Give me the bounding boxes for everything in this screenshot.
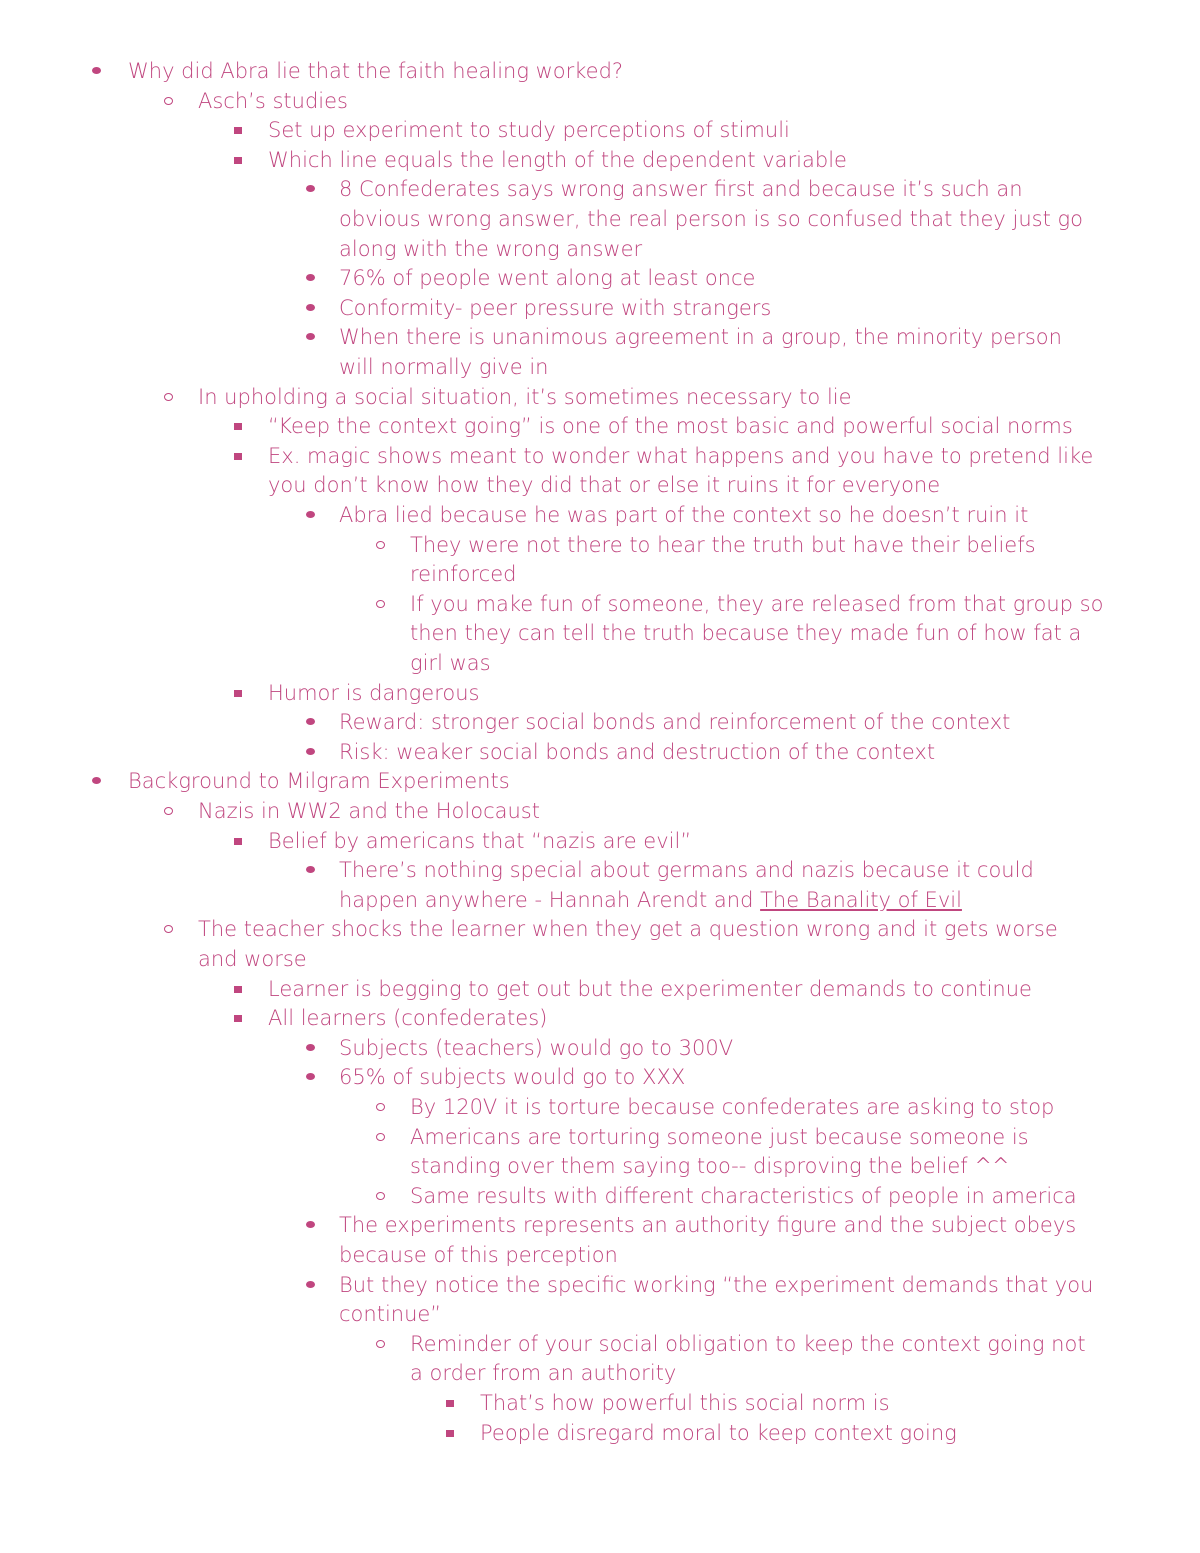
outline-text: In upholding a social situation, it’s sometimes necessary to lie: [198, 384, 852, 409]
outline-text-line: [268, 1003, 547, 1033]
outline-text: But they notice the specific working “the experiment demands that you: [339, 1272, 1094, 1297]
outline-text-line: [339, 737, 935, 767]
outline-text-line: [339, 174, 1023, 204]
outline-text-line: [339, 500, 1028, 530]
square-bullet-icon: [228, 115, 248, 145]
outline-text: Humor is dangerous: [268, 680, 480, 705]
outline-text-line: [198, 914, 1058, 944]
outline-text: “Keep the context going” is one of the most basic and powerful social norms: [268, 414, 1073, 439]
square-bullet-icon: [228, 1003, 248, 1033]
outline-text: happen anywhere - Hannah Arendt and: [339, 887, 761, 912]
square-bullet-icon: [228, 826, 248, 856]
disc-bullet-icon: [300, 1033, 320, 1063]
outline-text-line: [339, 263, 755, 293]
outline-text: standing over them saying too-- disproving the belief ^^: [410, 1154, 1010, 1179]
outline-text: The experiments represents an authority figure and the subject obeys: [339, 1213, 1077, 1238]
disc-bullet-icon: [300, 322, 320, 352]
outline-text: They were not there to hear the truth but have their beliefs: [410, 532, 1036, 557]
circle-bullet-icon: [370, 1122, 390, 1152]
outline-text-line: [410, 1181, 1077, 1211]
outline-text-line: [198, 382, 852, 412]
outline-text: By 120V it is torture because confederates are asking to stop: [410, 1095, 1055, 1119]
disc-bullet-icon: [86, 56, 106, 86]
outline-text: reinforced: [410, 562, 517, 587]
outline-text-line: [480, 1418, 957, 1448]
outline-text-line: [268, 678, 479, 708]
circle-bullet-icon: [158, 796, 178, 826]
outline-text-line: [339, 234, 642, 264]
disc-bullet-icon: [300, 737, 320, 767]
disc-bullet-icon: [86, 766, 106, 796]
square-bullet-icon: [228, 441, 248, 471]
disc-bullet-icon: [300, 855, 320, 885]
outline-text-line: [198, 86, 348, 116]
circle-bullet-icon: [158, 382, 178, 412]
outline-text: will normally give in: [339, 355, 549, 379]
outline-text: Same results with different characteristics of people in america: [410, 1183, 1077, 1208]
outline-text: then they can tell the truth because they made fun of how fat a: [410, 621, 1082, 646]
outline-text: Set up experiment to study perceptions of stimuli: [268, 118, 790, 143]
outline-text-line: [339, 322, 1062, 352]
outline-text-line: [339, 885, 962, 915]
outline-text: Reminder of your social obligation to keep the context going not: [410, 1331, 1086, 1356]
outline-text-line: [339, 293, 771, 323]
outline-text-line: [198, 944, 307, 974]
outline-text-line: [268, 145, 847, 175]
outline-text: Which line equals the length of the dependent variable: [268, 147, 847, 172]
outline-text: If you make fun of someone, they are released from that group so: [410, 591, 1104, 616]
disc-bullet-icon: [300, 707, 320, 737]
outline-text-line: [268, 115, 790, 145]
outline-text: Ex. magic shows meant to wonder what happens and you have to pretend like: [268, 443, 1094, 468]
outline-text-line: [339, 1299, 441, 1329]
outline-text-line: [339, 1240, 618, 1270]
outline-text: obvious wrong answer, the real person is so confused that they just go: [339, 207, 1083, 231]
outline-text-line: [268, 974, 1032, 1004]
outline-text-line: [339, 855, 1034, 885]
outline-text: Risk: weaker social bonds and destruction of the context: [339, 739, 936, 764]
circle-bullet-icon: [370, 1181, 390, 1211]
outline-text-line: [268, 441, 1093, 471]
book-title-link[interactable]: The Banality of Evil: [760, 887, 962, 912]
outline-text: Belief by americans that “nazis are evil”: [268, 828, 692, 853]
outline-text-line: [410, 648, 491, 678]
square-bullet-icon: [440, 1388, 460, 1418]
outline-text-line: [410, 530, 1036, 560]
outline-text-line: [339, 352, 548, 382]
outline-text: a order from an authority: [410, 1361, 677, 1386]
outline-text-line: [128, 56, 623, 86]
disc-bullet-icon: [300, 174, 320, 204]
outline-text-line: [339, 204, 1083, 234]
outline-text: Reward: stronger social bonds and reinforcement of the context: [339, 710, 1011, 735]
circle-bullet-icon: [370, 530, 390, 560]
outline-text: All learners (confederates): [268, 1006, 548, 1031]
outline-text-line: [339, 1210, 1076, 1240]
outline-text: 65% of subjects would go to XXX: [339, 1065, 686, 1090]
outline-text: Americans are torturing someone just because someone is: [410, 1124, 1029, 1149]
disc-bullet-icon: [300, 263, 320, 293]
outline-text-line: [410, 1329, 1086, 1359]
square-bullet-icon: [440, 1418, 460, 1448]
square-bullet-icon: [228, 678, 248, 708]
circle-bullet-icon: [370, 1329, 390, 1359]
outline-text: continue”: [339, 1302, 442, 1327]
outline-text-line: [410, 589, 1103, 619]
square-bullet-icon: [228, 974, 248, 1004]
outline-text: The teacher shocks the learner when they get a question wrong and it gets worse: [198, 917, 1058, 942]
outline-text: Conformity- peer pressure with strangers: [339, 295, 772, 320]
outline-text-line: [410, 1122, 1029, 1152]
disc-bullet-icon: [300, 500, 320, 530]
disc-bullet-icon: [300, 293, 320, 323]
square-bullet-icon: [228, 145, 248, 175]
outline-text-line: [410, 1151, 1010, 1181]
outline-text-line: [339, 1062, 685, 1092]
outline-text-line: [339, 1270, 1093, 1300]
outline-text: Nazis in WW2 and the Holocaust: [198, 799, 540, 823]
circle-bullet-icon: [370, 589, 390, 619]
outline-text: Learner is begging to get out but the experimenter demands to continue: [268, 976, 1032, 1001]
outline-text: because of this perception: [339, 1243, 618, 1267]
outline-text: That’s how powerful this social norm is: [480, 1391, 890, 1415]
outline-text-line: [410, 1358, 676, 1388]
outline-text-line: [268, 470, 940, 500]
outline-text: 76% of people went along at least once: [339, 266, 756, 291]
disc-bullet-icon: [300, 1062, 320, 1092]
circle-bullet-icon: [158, 914, 178, 944]
outline-text: When there is unanimous agreement in a group, the minority person: [339, 325, 1062, 350]
outline-text: People disregard moral to keep context going: [480, 1420, 957, 1445]
outline-text: you don’t know how they did that or else it ruins it for everyone: [268, 473, 941, 498]
outline-text-line: [128, 766, 510, 796]
disc-bullet-icon: [300, 1270, 320, 1300]
outline-text-line: [339, 707, 1010, 737]
outline-text: Background to Milgram Experiments: [128, 769, 510, 794]
outline-text: Why did Abra lie that the faith healing worked?: [128, 59, 624, 83]
outline-text-line: [410, 618, 1081, 648]
outline-text-line: [480, 1388, 890, 1418]
disc-bullet-icon: [300, 1210, 320, 1240]
outline-text-line: [339, 1033, 733, 1063]
outline-text: along with the wrong answer: [339, 236, 643, 261]
outline-text: Abra lied because he was part of the context so he doesn’t ruin it: [339, 503, 1029, 527]
outline-text-line: [410, 1092, 1054, 1122]
outline-text-line: [268, 826, 691, 856]
outline-text-line: [410, 559, 516, 589]
circle-bullet-icon: [158, 86, 178, 116]
circle-bullet-icon: [370, 1092, 390, 1122]
square-bullet-icon: [228, 411, 248, 441]
outline-text: Asch’s studies: [198, 88, 348, 113]
outline-text: 8 Confederates says wrong answer first and because it’s such an: [339, 177, 1023, 202]
outline-text-line: [268, 411, 1073, 441]
outline-text: Subjects (teachers) would go to 300V: [339, 1035, 734, 1060]
outline-text: girl was: [410, 651, 491, 675]
outline-text-line: [198, 796, 540, 826]
outline-text: and worse: [198, 947, 307, 971]
outline-text: There’s nothing special about germans and nazis because it could: [339, 858, 1034, 883]
